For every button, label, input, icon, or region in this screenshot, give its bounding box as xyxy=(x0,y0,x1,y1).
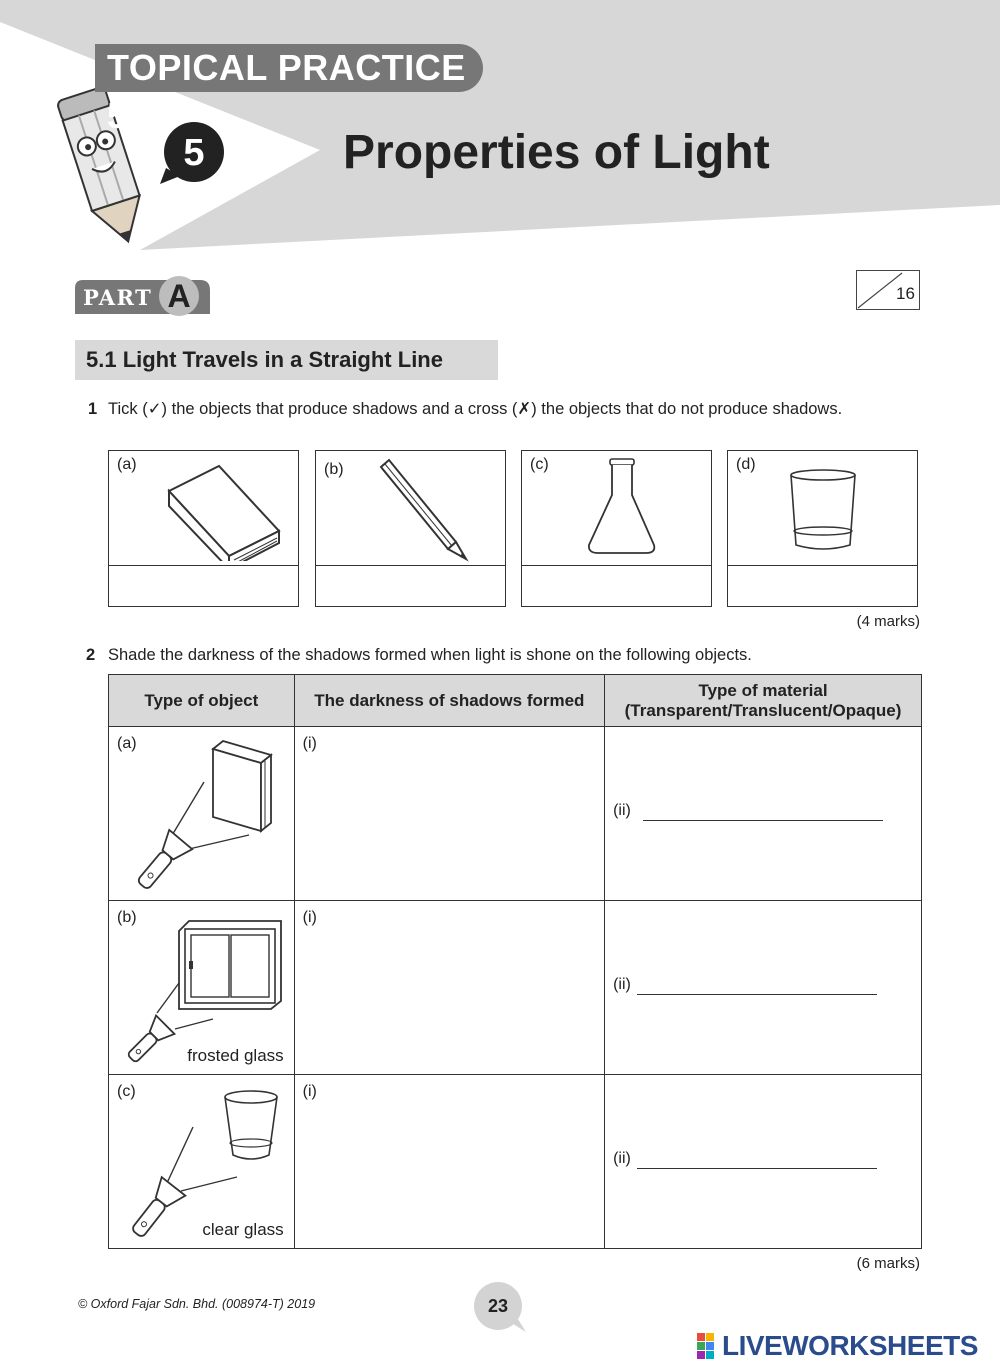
page-number: 23 xyxy=(487,1296,509,1316)
torch-and-book-icon xyxy=(109,727,295,901)
row-label: (c) xyxy=(117,1083,136,1100)
question-1-marks: (4 marks) xyxy=(856,613,920,630)
object-label: (a) xyxy=(117,456,137,473)
material-cell xyxy=(605,727,922,901)
row-label: (b) xyxy=(117,909,137,926)
conical-flask-icon xyxy=(584,457,659,557)
section-title: 5.1 Light Travels in a Straight Line xyxy=(86,347,443,372)
material-answer-line[interactable] xyxy=(643,820,883,821)
part-i-label: (i) xyxy=(302,735,317,752)
part-ii-label: (ii) xyxy=(613,802,631,819)
object-box-b xyxy=(315,450,506,607)
part-ii-label: (ii) xyxy=(613,976,631,993)
object-box-d xyxy=(727,450,918,607)
header-material-line1: Type of material xyxy=(698,680,828,700)
header-darkness: The darkness of shadows formed xyxy=(294,675,604,727)
question-2-number: 2 xyxy=(86,646,96,664)
object-label: (b) xyxy=(324,461,344,478)
material-cell xyxy=(605,1075,922,1249)
object-cell xyxy=(109,727,295,901)
question-1-text: Tick (✓) the objects that produce shadows and a cross (✗) the objects that do not produce shadows. xyxy=(108,400,843,418)
object-box-c xyxy=(521,450,712,607)
pencil-icon xyxy=(376,457,476,562)
question-2-text: Shade the darkness of the shadows formed when light is shone on the following objects. xyxy=(108,646,752,664)
object-box-a xyxy=(108,450,299,607)
liveworksheets-brand: LIVEWORKSHEETS xyxy=(722,1330,978,1361)
row-label: (a) xyxy=(117,735,137,752)
material-answer-line[interactable] xyxy=(637,994,877,995)
object-caption: clear glass xyxy=(202,1220,284,1239)
answer-cell-d[interactable] xyxy=(728,566,917,606)
answer-cell-b[interactable] xyxy=(316,566,505,606)
book-icon xyxy=(159,461,284,561)
part-word: PART xyxy=(83,285,153,310)
material-cell xyxy=(605,901,922,1075)
topical-practice-tab: TOPICAL PRACTICE 5 xyxy=(95,44,483,92)
darkness-cell[interactable] xyxy=(294,1075,604,1249)
object-cell xyxy=(109,1075,295,1249)
darkness-cell[interactable] xyxy=(294,727,604,901)
table-row xyxy=(109,901,922,1075)
total-marks: 16 xyxy=(896,284,915,303)
glass-icon xyxy=(788,467,858,553)
question-2-table xyxy=(108,674,922,1249)
header-type-of-material xyxy=(605,675,922,727)
object-label: (d) xyxy=(736,456,756,473)
pencil-mascot-icon xyxy=(55,80,155,255)
part-letter: A xyxy=(159,276,199,316)
object-cell xyxy=(109,901,295,1075)
table-row xyxy=(109,727,922,901)
answer-cell-a[interactable] xyxy=(109,566,298,606)
part-i-label: (i) xyxy=(302,1083,317,1100)
object-caption: frosted glass xyxy=(187,1046,284,1065)
liveworksheets-logo-icon xyxy=(697,1333,723,1359)
header-type-of-object: Type of object xyxy=(109,675,295,727)
table-header-row xyxy=(109,675,922,727)
question-1-number: 1 xyxy=(88,400,98,418)
darkness-cell[interactable] xyxy=(294,901,604,1075)
header-material-line2: (Transparent/Translucent/Opaque) xyxy=(624,700,902,720)
material-answer-line[interactable] xyxy=(637,1168,877,1169)
part-i-label: (i) xyxy=(302,909,317,926)
question-2-marks: (6 marks) xyxy=(856,1255,920,1272)
copyright-text: © Oxford Fajar Sdn. Bhd. (008974-T) 2019 xyxy=(78,1297,316,1311)
object-label: (c) xyxy=(530,456,549,473)
chapter-number-badge xyxy=(158,118,228,188)
chapter-title: Properties of Light xyxy=(343,126,770,179)
table-row xyxy=(109,1075,922,1249)
answer-cell-c[interactable] xyxy=(522,566,711,606)
part-ii-label: (ii) xyxy=(613,1150,631,1167)
chapter-number: 5 xyxy=(183,132,205,174)
